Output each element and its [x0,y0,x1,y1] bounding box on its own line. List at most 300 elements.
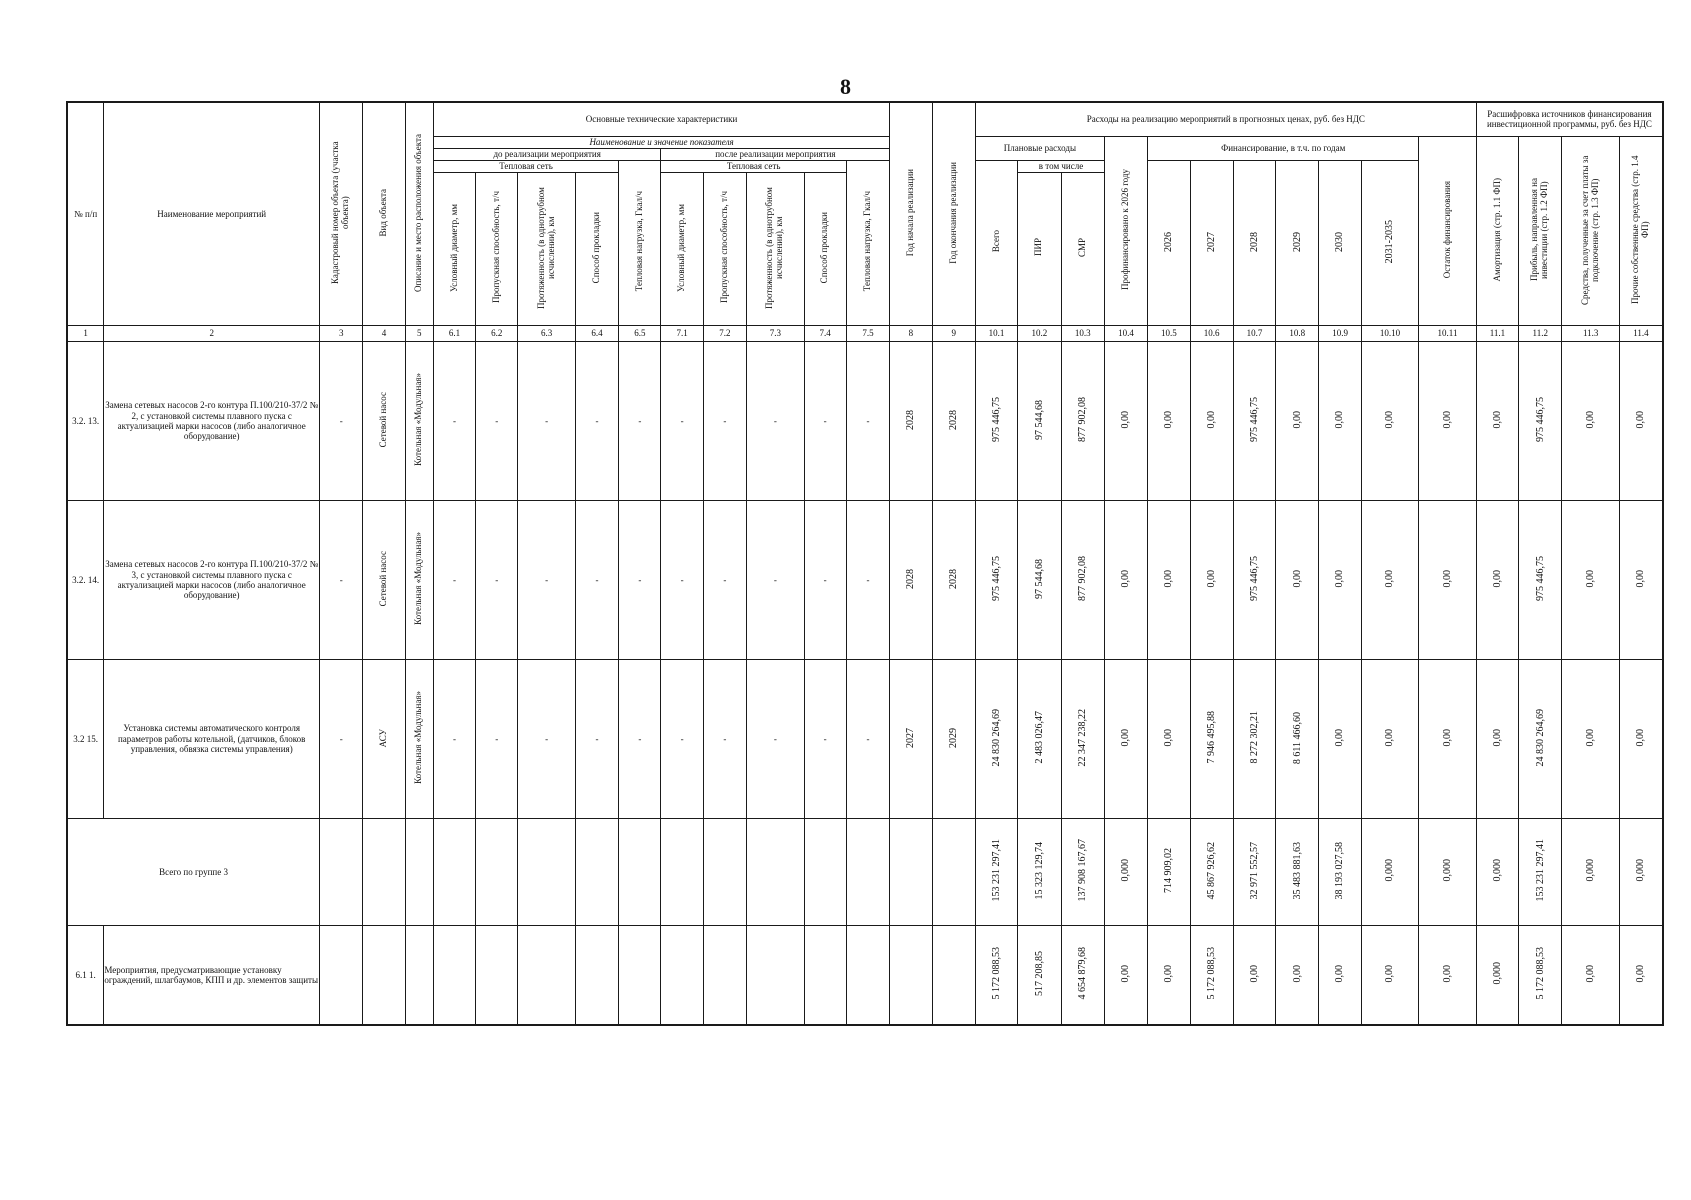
table-cell [1061,818,1104,925]
table-cell [619,925,661,1025]
table-cell [1562,500,1619,659]
end-year-header: Год окончания реализации [947,161,958,264]
table-cell [1148,659,1190,818]
table-cell: - [320,500,363,659]
table-cell [1562,925,1619,1025]
table-cell [1419,136,1477,325]
table-cell [890,818,932,925]
measure-name: Мероприятия, предусматривающие установку ограждений, шлагбаумов, КПП и др. элементов защиты [104,925,320,1025]
table-cell [932,500,975,659]
heat-load-after: Тепловая нагрузка, Гкал/ч [862,191,873,292]
table-cell [518,925,575,1025]
table-cell [1419,925,1477,1025]
cell-text: 0,00 [1120,728,1132,747]
table-cell [1276,659,1319,818]
cell-text: 2 483 026,47 [1033,711,1045,764]
cell-text: 8 272 302,21 [1248,711,1260,764]
table-cell [1233,500,1275,659]
table-cell [1562,341,1619,500]
table-cell [320,102,363,325]
table-cell [1619,136,1663,325]
measure-name: Замена сетевых насосов 2-го контура П.100/210-37/2 № 2, с установкой системы плавного пуска с актуализацией марки насосов (либо аналогичное оборудование) [104,341,320,500]
diameter-before: Условный диаметр, мм [448,203,459,292]
cell-text: 2029 [947,727,959,748]
table-cell: - [575,659,618,818]
table-cell [1190,341,1233,500]
financing-years-header: Финансирование, в т.ч. по годам [1148,136,1419,160]
table-cell [846,818,889,925]
table-cell [1104,925,1147,1025]
table-cell [975,925,1017,1025]
measure-name: Установка системы автоматического контроля параметров работы котельной, (датчиков, блоков управления, обвязка системы управления) [104,659,320,818]
table-cell: - [804,659,846,818]
cell-text: 517 208,85 [1033,951,1045,997]
table-cell: 7.5 [846,325,889,341]
table-cell [1519,500,1562,659]
table-cell: 2 [104,325,320,341]
table-cell [804,172,846,325]
cell-text: 0,00 [1120,410,1132,429]
table-cell [1061,172,1104,325]
cell-text: 35 483 881,63 [1291,841,1303,900]
cell-text: 5 172 088,53 [1205,947,1217,1000]
cell-text: 15 323 129,74 [1033,841,1045,900]
table-cell [405,925,433,1025]
table-cell: 4 [363,325,405,341]
table-cell [405,341,433,500]
table-cell [1476,341,1518,500]
cell-text: 2026 [1163,231,1175,252]
cell-text: 975 446,75 [990,556,1002,602]
cell-text: 0,000 [1491,859,1503,882]
cell-text: 0,00 [1163,569,1175,588]
table-cell [575,818,618,925]
table-cell [747,818,804,925]
table-cell: - [661,341,703,500]
table-cell [1276,500,1319,659]
table-cell: 7.4 [804,325,846,341]
table-cell [1361,341,1418,500]
table-cell [1419,341,1477,500]
table-cell: - [804,341,846,500]
table-cell: 10.9 [1319,325,1361,341]
table-cell: - [476,341,518,500]
cell-text: 0,00 [1248,964,1260,983]
table-cell [476,925,518,1025]
cell-text: 877 902,08 [1076,397,1088,443]
table-cell [518,172,575,325]
table-cell [932,102,975,325]
table-cell: 11.2 [1519,325,1562,341]
table-cell [1018,500,1061,659]
table-cell [1319,818,1361,925]
table-cell: 3.2 15. [67,659,104,818]
table-cell: - [575,500,618,659]
measure-name: Замена сетевых насосов 2-го контура П.100/210-37/2 № 3, с установкой системы плавного пуска с актуализацией марки насосов (либо аналогичное оборудование) [104,500,320,659]
table-cell: - [476,500,518,659]
table-cell: 10.7 [1233,325,1275,341]
table-cell [1104,136,1147,325]
table-cell [1562,818,1619,925]
table-cell: 7.2 [703,325,746,341]
cell-text: 0,00 [1441,728,1453,747]
table-cell [518,818,575,925]
table-cell [1018,818,1061,925]
cell-text: 0,000 [1441,859,1453,882]
table-cell [890,500,932,659]
table-cell [1190,500,1233,659]
cell-text: 0,00 [1584,964,1596,983]
table-cell: 11.3 [1562,325,1619,341]
table-cell: - [846,659,889,818]
prefinance-header: Профинансировано к 2026 году [1120,169,1131,290]
cell-text: 2028 [905,409,917,430]
cell-text: 975 446,75 [1248,556,1260,602]
cell-text: 0,00 [1334,964,1346,983]
table-cell [1619,500,1663,659]
table-cell [890,102,932,325]
smr-header: СМР [1076,237,1087,257]
table-cell: 10.8 [1276,325,1319,341]
table-cell: - [518,659,575,818]
cell-text: 0,00 [1384,569,1396,588]
table-cell [1519,925,1562,1025]
table-cell [320,925,363,1025]
table-cell: - [661,500,703,659]
table-cell: - [747,659,804,818]
table-cell: 10.1 [975,325,1017,341]
table-cell [1319,500,1361,659]
cell-text: 0,000 [1491,962,1503,985]
table-cell [1619,341,1663,500]
table-cell [1276,818,1319,925]
laying-after: Способ прокладки [819,211,830,284]
table-cell: 10.6 [1190,325,1233,341]
including-header: в том числе [1018,160,1105,172]
expenses-header: Расходы на реализацию мероприятий в прогнозных ценах, руб. без НДС [975,102,1476,136]
table-cell: 9 [932,325,975,341]
cell-text: 32 971 552,57 [1248,841,1260,900]
table-cell [575,172,618,325]
table-cell [1619,818,1663,925]
group-total-label: Всего по группе 3 [67,818,320,925]
cell-text: 7 946 495,88 [1205,711,1217,764]
table-cell [1233,659,1275,818]
pir-header: ПИР [1033,238,1044,257]
year-2031-2035-header [1361,160,1418,325]
cell-text: 0,00 [1441,410,1453,429]
throughput-after: Пропускная способность, т/ч [718,191,729,304]
cell-text: 45 867 926,62 [1205,841,1217,900]
table-cell [1061,500,1104,659]
cell-text: Котельная «Модульная» [413,691,424,785]
cell-text: 5 172 088,53 [1534,947,1546,1000]
cell-text: 8 611 466,60 [1291,711,1303,764]
table-row [67,500,1663,659]
table-cell [975,341,1017,500]
table-cell: - [476,659,518,818]
cell-text: 2027 [1205,231,1217,252]
table-cell [476,172,518,325]
table-cell [661,818,703,925]
table-cell [1476,659,1518,818]
cell-text: 0,00 [1635,728,1647,747]
table-cell [1562,136,1619,325]
table-cell: - [575,341,618,500]
cell-text: 0,00 [1384,410,1396,429]
cell-text: 0,00 [1291,410,1303,429]
planned-header: Плановые расходы [975,136,1104,160]
table-cell: 10.4 [1104,325,1147,341]
table-cell: - [747,500,804,659]
table-cell [1233,341,1275,500]
cell-text: 0,000 [1584,859,1596,882]
table-cell [575,925,618,1025]
cell-text: 38 193 027,58 [1334,841,1346,900]
table-cell: - [703,341,746,500]
cell-text: 0,00 [1291,964,1303,983]
table-cell [804,818,846,925]
table-cell [975,160,1017,325]
cell-text: 22 347 238,22 [1076,708,1088,767]
table-cell: 6.5 [619,325,661,341]
table-cell [1419,818,1477,925]
table-cell [1476,818,1518,925]
table-cell [932,659,975,818]
table-cell [1361,818,1418,925]
table-cell: 3.2. 14. [67,500,104,659]
table-cell [1419,500,1477,659]
table-cell: - [747,341,804,500]
table-cell [1018,341,1061,500]
column-number-row [67,325,1663,341]
cell-text: 0,00 [1584,569,1596,588]
cell-text: 0,00 [1584,410,1596,429]
cell-text: 153 231 297,41 [1534,839,1546,902]
table-cell [1190,925,1233,1025]
table-cell [932,818,975,925]
table-cell [1148,925,1190,1025]
group-total-row [67,818,1663,925]
table-cell [433,172,475,325]
table-cell [1319,925,1361,1025]
table-cell [363,102,405,325]
table-cell [1104,659,1147,818]
table-cell [619,818,661,925]
table-cell: 11.1 [1476,325,1518,341]
table-cell [1476,136,1518,325]
cell-text: 2031-2035 [1384,219,1396,264]
year-2026-header [1148,160,1190,325]
cell-text: 975 446,75 [990,397,1002,443]
col-location-header: Описание и место расположения объекта [413,133,424,292]
cell-text: Сетевой насос [378,392,389,448]
sources-header: Расшифровка источников финансирования инвестиционной программы, руб. без НДС [1476,102,1663,136]
table-cell: 6.4 [575,325,618,341]
cell-text: 0,00 [1120,964,1132,983]
table-cell [1361,659,1418,818]
table-cell: 7.1 [661,325,703,341]
table-cell [405,659,433,818]
table-cell [1190,659,1233,818]
table-cell [1233,925,1275,1025]
table-cell [1018,659,1061,818]
cell-text: 0,00 [1635,964,1647,983]
table-cell [1233,818,1275,925]
after-header: после реализации мероприятия [661,148,890,160]
cell-text: 714 909,02 [1163,848,1175,894]
table-cell: - [661,659,703,818]
table-cell [363,659,405,818]
table-cell [1519,341,1562,500]
cell-text: 0,00 [1120,569,1132,588]
cell-text: 975 446,75 [1534,397,1546,443]
table-cell [1419,659,1477,818]
cell-text: 2028 [1248,231,1260,252]
cell-text: 0,00 [1205,410,1217,429]
table-cell [619,160,661,325]
table-cell: - [433,341,475,500]
table-cell [405,500,433,659]
table-cell [932,925,975,1025]
table-cell: - [619,500,661,659]
cell-text: 0,00 [1334,410,1346,429]
table-cell [1018,172,1061,325]
table-cell [363,925,405,1025]
table-cell [1148,341,1190,500]
table-cell [1276,925,1319,1025]
table-cell: 10.5 [1148,325,1190,341]
table-cell: - [703,500,746,659]
cell-text: 0,00 [1635,569,1647,588]
table-cell [363,341,405,500]
table-cell [890,341,932,500]
table-cell: 10.10 [1361,325,1418,341]
cell-text: 2029 [1291,231,1303,252]
table-cell [363,500,405,659]
table-cell: - [320,341,363,500]
cell-text: 97 544,68 [1033,558,1045,599]
table-cell [661,172,703,325]
table-cell [703,925,746,1025]
col-kind-header: Вид объекта [378,189,389,237]
table-row [67,925,1663,1025]
cell-text: 0,00 [1334,569,1346,588]
cell-text: 97 544,68 [1033,399,1045,440]
table-cell: 11.4 [1619,325,1663,341]
cell-text: 24 830 264,69 [990,708,1002,767]
table-cell: 7.3 [747,325,804,341]
cell-text: 0,00 [1491,410,1503,429]
cell-text: 0,00 [1291,569,1303,588]
cell-text: 0,00 [1205,569,1217,588]
cell-text: 0,00 [1384,964,1396,983]
cell-text: 2028 [947,568,959,589]
cell-text: 2030 [1334,231,1346,252]
year-2030-header [1319,160,1361,325]
investment-program-table [66,101,1664,1026]
table-cell [433,818,475,925]
cell-text: 975 446,75 [1248,397,1260,443]
other-own-header: Прочие собственные средства (стр. 1.4 ФП) [1630,155,1650,304]
table-cell: 6.1 [433,325,475,341]
diameter-after: Условный диаметр, мм [676,203,687,292]
table-cell [1148,500,1190,659]
table-cell [1104,341,1147,500]
table-cell [363,818,405,925]
table-cell: - [433,659,475,818]
table-cell: - [518,500,575,659]
table-cell [1361,500,1418,659]
cell-text: 2028 [947,409,959,430]
table-cell: 3.2. 13. [67,341,104,500]
table-cell: 1 [67,325,104,341]
cell-text: 0,000 [1635,859,1647,882]
cell-text: 5 172 088,53 [990,947,1002,1000]
cell-text: 877 902,08 [1076,556,1088,602]
table-cell [661,925,703,1025]
cell-text: 2027 [905,727,917,748]
table-cell [1276,341,1319,500]
table-cell: - [804,500,846,659]
table-cell [890,659,932,818]
table-cell: - [518,341,575,500]
cell-text: 0,00 [1441,569,1453,588]
heat-load-before: Тепловая нагрузка, Гкал/ч [633,191,644,292]
table-cell [405,102,433,325]
table-cell: 10.3 [1061,325,1104,341]
table-cell [1619,925,1663,1025]
profit-header: Прибыль, направленная на инвестиции (стр. 1.2 ФП) [1529,178,1550,281]
table-cell: 10.11 [1419,325,1477,341]
cell-text: 0,000 [1120,859,1132,882]
cell-text: АСУ [378,728,389,747]
table-row [67,659,1663,818]
table-cell [1061,925,1104,1025]
table-cell [1519,136,1562,325]
table-cell [1519,818,1562,925]
cell-text: 0,00 [1384,728,1396,747]
table-cell [1476,925,1518,1025]
cell-text: 0,00 [1491,569,1503,588]
remainder-header: Остаток финансирования [1441,180,1452,279]
cell-text: 24 830 264,69 [1534,708,1546,767]
table-cell [747,925,804,1025]
cell-text: 0,00 [1163,410,1175,429]
table-cell: - [320,659,363,818]
table-cell [1018,925,1061,1025]
table-cell [932,341,975,500]
table-cell: - [846,500,889,659]
cell-text: Сетевой насос [378,551,389,607]
table-cell [1104,818,1147,925]
table-cell [405,818,433,925]
cell-text: 0,00 [1163,964,1175,983]
table-cell [975,659,1017,818]
cell-text: 0,00 [1334,728,1346,747]
length-after: Протяженность (в однотрубном исчислении), км [764,186,785,309]
main-tech-header: Основные технические характеристики [433,102,889,136]
col-name-header: Наименование мероприятий [104,102,320,325]
table-row [67,341,1663,500]
col-cadastral-header: Кадастровый номер объекта (участка объекта) [330,141,351,285]
table-cell: - [619,659,661,818]
cell-text: 0,00 [1584,728,1596,747]
table-cell [1061,341,1104,500]
total-header: Всего [990,230,1001,253]
table-cell: - [433,500,475,659]
table-cell [975,500,1017,659]
